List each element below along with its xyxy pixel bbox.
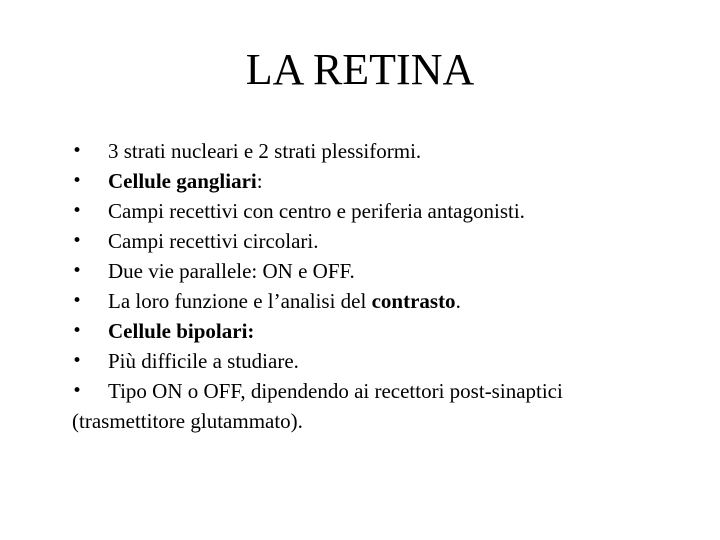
slide-title: LA RETINA xyxy=(245,45,475,94)
bullet-list xyxy=(72,136,692,436)
bullet-item xyxy=(72,376,692,436)
bullet-icon: • xyxy=(72,231,83,251)
bullet-text: Tipo ON o OFF, dipendendo ai recettori post-sinaptici xyxy=(108,379,563,403)
bullet-item xyxy=(72,226,692,256)
bullet-text: Due vie parallele: ON e OFF. xyxy=(108,259,355,283)
bullet-bold-text: Cellule gangliari xyxy=(108,169,257,193)
bullet-item xyxy=(72,196,692,226)
bullet-text: 3 strati nucleari e 2 strati plessiformi. xyxy=(108,139,422,163)
bullet-icon: • xyxy=(72,291,83,311)
bullet-icon: • xyxy=(72,201,83,221)
bullet-item xyxy=(72,316,692,346)
bullet-text: Più difficile a studiare. xyxy=(108,349,299,373)
bullet-item xyxy=(72,136,692,166)
bullet-text: : xyxy=(256,169,263,193)
bullet-item xyxy=(72,346,692,376)
bullet-icon: • xyxy=(72,351,83,371)
bullet-item xyxy=(72,166,692,196)
bullet-text: La loro funzione e l’analisi del xyxy=(108,289,372,313)
bullet-text: Campi recettivi circolari. xyxy=(108,229,319,253)
bullet-text: Campi recettivi con centro e periferia antagonisti. xyxy=(108,199,525,223)
bullet-bold-text: Cellule bipolari: xyxy=(108,319,255,343)
bullet-icon: • xyxy=(72,381,83,401)
bullet-icon: • xyxy=(72,321,83,341)
bullet-item xyxy=(72,256,692,286)
bullet-icon: • xyxy=(72,171,83,191)
bullet-bold-text: contrasto xyxy=(371,289,456,313)
bullet-continuation-text: (trasmettitore glutammato). xyxy=(72,409,303,433)
bullet-item xyxy=(72,286,692,316)
bullet-text: . xyxy=(455,289,461,313)
bullet-icon: • xyxy=(72,261,83,281)
bullet-icon: • xyxy=(72,141,83,161)
